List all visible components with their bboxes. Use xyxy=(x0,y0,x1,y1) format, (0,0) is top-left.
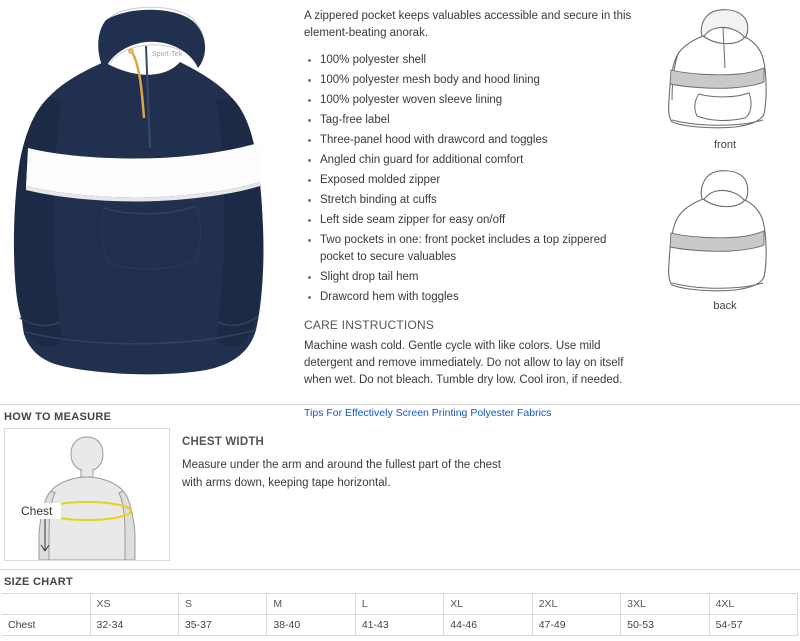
chest-measure-figure xyxy=(4,428,170,561)
table-header-cell: M xyxy=(267,594,355,615)
jacket-front-line-art-icon xyxy=(665,4,785,132)
table-header-cell xyxy=(2,594,90,615)
feature-list xyxy=(304,52,640,306)
size-chart-table xyxy=(2,593,798,636)
chest-width-desc-line1: Measure under the arm and around the fullest part of the chest xyxy=(182,459,501,471)
list-item: Exposed molded zipper xyxy=(304,172,640,189)
list-item: 100% polyester shell xyxy=(304,52,640,69)
table-header-cell: XL xyxy=(444,594,532,615)
front-view-figure xyxy=(650,4,800,151)
table-cell: 44-46 xyxy=(444,615,532,636)
table-cell: 35-37 xyxy=(178,615,266,636)
list-item: Three-panel hood with drawcord and toggles xyxy=(304,132,640,149)
torso-measure-diagram-icon xyxy=(5,429,169,560)
chest-figure-label: Chest xyxy=(21,504,53,518)
table-header-cell: 4XL xyxy=(709,594,797,615)
front-view-caption: front xyxy=(713,139,736,151)
chest-width-heading: CHEST WIDTH xyxy=(182,436,265,448)
brand-tag-label: Sport-Tek xyxy=(152,51,182,58)
table-cell: 47-49 xyxy=(532,615,620,636)
list-item: Tag-free label xyxy=(304,112,640,129)
chest-width-desc-line2: with arms down, keeping tape horizontal. xyxy=(182,477,391,489)
list-item: 100% polyester woven sleeve lining xyxy=(304,92,640,109)
care-instructions-heading: CARE INSTRUCTIONS xyxy=(304,318,435,332)
navy-anorak-jacket-photo xyxy=(0,0,296,404)
table-cell: 54-57 xyxy=(709,615,797,636)
list-item: 100% polyester mesh body and hood lining xyxy=(304,72,640,89)
table-header-cell: S xyxy=(178,594,266,615)
jacket-back-line-art-icon xyxy=(665,165,785,293)
product-photo xyxy=(0,0,296,404)
back-view-caption: back xyxy=(713,300,737,312)
how-to-measure-section xyxy=(0,428,800,569)
size-chart-heading: SIZE CHART xyxy=(0,569,800,593)
table-header-cell: L xyxy=(355,594,443,615)
how-to-measure-heading: HOW TO MEASURE xyxy=(0,404,800,428)
table-row xyxy=(2,615,798,636)
table-header-cell: 3XL xyxy=(621,594,709,615)
list-item: Drawcord hem with toggles xyxy=(304,289,640,306)
table-header-row xyxy=(2,594,798,615)
screen-printing-tips-link[interactable]: Tips For Effectively Screen Printing Polyester Fabrics xyxy=(304,407,552,419)
product-intro: A zippered pocket keeps valuables accessible and secure in this element-beating anorak. xyxy=(304,10,632,39)
chest-measure-text xyxy=(170,428,501,561)
line-art-panel xyxy=(650,0,800,404)
care-instructions-text: Machine wash cold. Gentle cycle with like colors. Use mild detergent and remove immediately. Do not allow to lay on itself when wet. Do not bleach. Tumble dry low. Cool iron, if needed. xyxy=(304,340,624,386)
list-item: Left side seam zipper for easy on/off xyxy=(304,212,640,229)
table-header-cell: 2XL xyxy=(532,594,620,615)
table-cell: 50-53 xyxy=(621,615,709,636)
list-item: Two pockets in one: front pocket includes a top zippered pocket to secure valuables xyxy=(304,232,640,266)
row-label: Chest xyxy=(2,615,90,636)
back-view-figure xyxy=(650,165,800,312)
list-item: Angled chin guard for additional comfort xyxy=(304,152,640,169)
list-item: Stretch binding at cuffs xyxy=(304,192,640,209)
table-cell: 38-40 xyxy=(267,615,355,636)
table-cell: 41-43 xyxy=(355,615,443,636)
table-cell: 32-34 xyxy=(90,615,178,636)
product-details xyxy=(296,0,650,419)
list-item: Slight drop tail hem xyxy=(304,269,640,286)
table-header-cell: XS xyxy=(90,594,178,615)
